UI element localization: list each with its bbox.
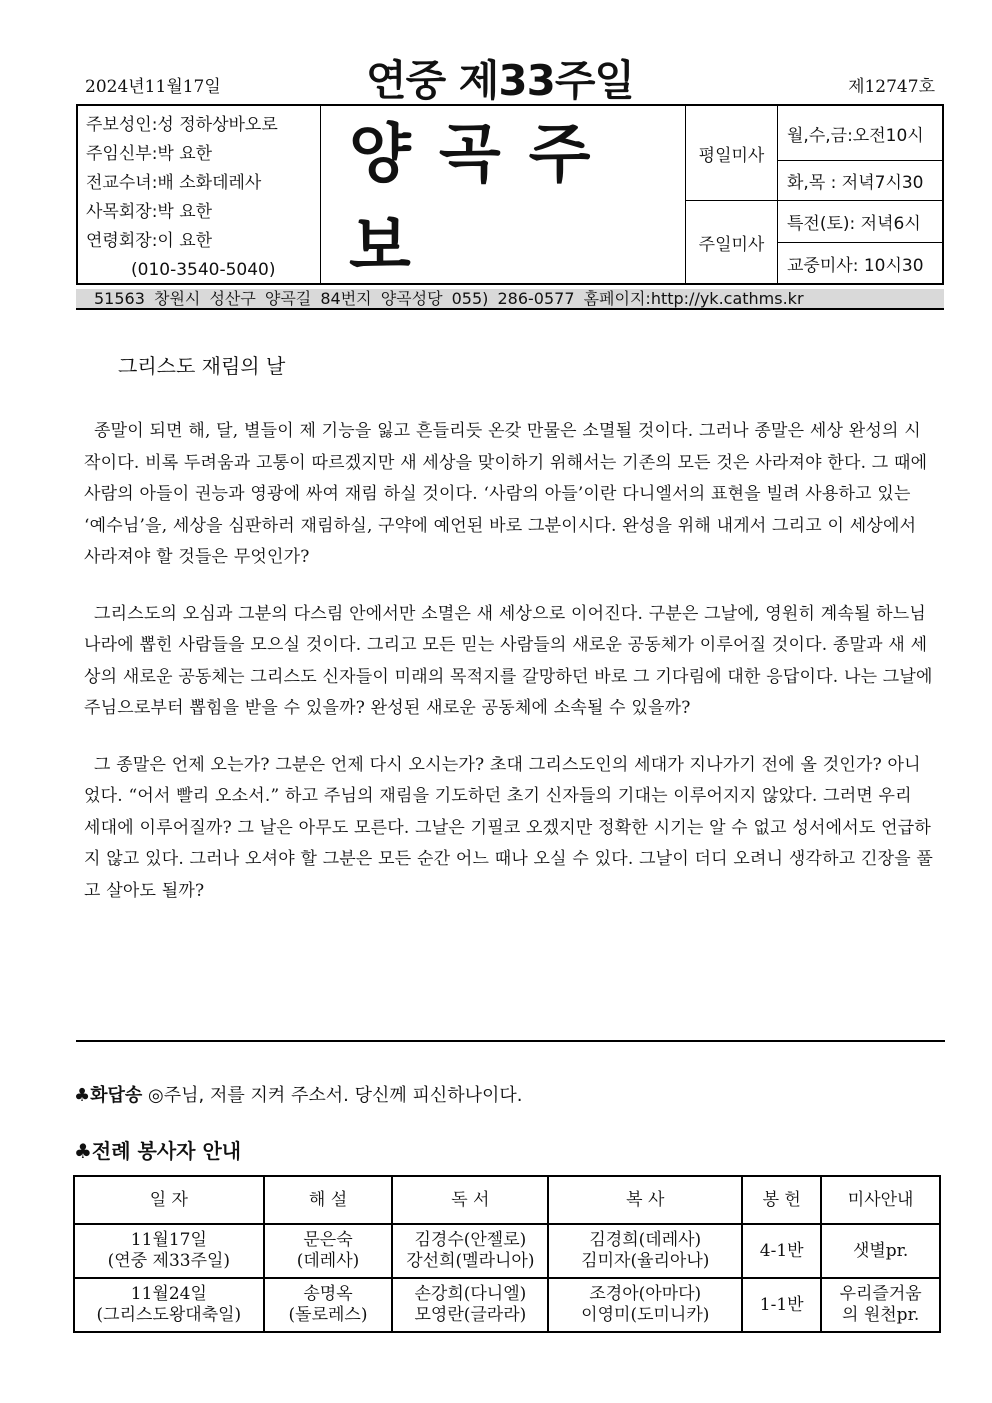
cell-offering: 4-1반 [742,1224,821,1278]
cell-line: 조경아(아마다) [589,1284,702,1304]
sunday-mass-time: 특전(토): 저녁6시 [778,201,942,243]
cell-date [74,1224,264,1278]
staff-council-president: 사목회장:박 요한 [86,202,213,222]
cell-line: 모영란(글라라) [414,1305,527,1325]
column-header-altar-servers: 복 사 [548,1176,742,1224]
weekday-mass-time: 화,목 : 저녁7시30 [778,161,942,201]
cell-offering: 1-1반 [742,1278,821,1332]
sunday-mass-time: 교중미사: 10시30 [787,255,924,276]
column-header-readers: 독 서 [392,1176,548,1224]
cell-line: 샛별pr. [852,1240,909,1261]
sunday-mass-label: 주일미사 [686,201,778,283]
bulletin-date: 2024년11월17일 [85,77,221,97]
staff-funeral-president: 연령회장:이 요한 [86,231,213,251]
bulletin-name: 양곡주보 [321,106,686,283]
cell-line: 송명옥 [303,1284,353,1304]
cell-line: 우리즐거움 [839,1284,922,1304]
cell-line: 이영미(도미니카) [581,1305,710,1325]
article-paragraph: 그리스도의 오심과 그분의 다스림 안에서만 소멸은 새 세상으로 이어진다. 구분은 그날에, 영원히 계속될 하느님 나라에 뽑힌 사람들을 모으실 것이다. 그리고 모든 믿는 사람들의 새로운 공동체가 이루어질 것이다. 종말과 새 세상의 새로운 공동체는 그리스도 신자들이 미래의 목적지를 갈망하던 바로 그 기다림에 대한 응답이다. 나는 그날에 주님으로부터 뽑힘을 받을 수 있을까? 완성된 새로운 공동체에 소속될 수 있을까? [84,603,933,718]
servers-table [73,1175,941,1333]
cell-altar-servers [548,1224,742,1278]
cell-line: (데레사) [296,1251,360,1271]
cell-readers [392,1278,548,1332]
table-header-row [74,1176,940,1224]
table-row [74,1224,940,1278]
staff-sister: 전교수녀:배 소화데레사 [86,173,262,193]
cell-mass-guide [821,1278,940,1332]
article-body [84,416,934,932]
table-row [74,1278,940,1332]
cell-line: 의 원천pr. [842,1305,920,1325]
responsorial-psalm-text: ◎주님, 저를 지켜 주소서. 당신께 피신하나이다. [148,1085,523,1106]
section-divider [76,1040,945,1042]
column-header-commentary: 해 설 [264,1176,393,1224]
issue-number: 제12747호 [848,77,935,97]
staff-patron-saint: 주보성인:성 정하상바오로 [86,115,278,135]
cell-line: 김경수(안젤로) [414,1230,527,1250]
cell-commentary [264,1224,393,1278]
weekday-mass-label: 평일미사 [686,106,778,201]
responsorial-psalm [74,1081,523,1107]
cell-date [74,1278,264,1332]
cell-line: 김경희(데레사) [589,1230,702,1250]
article-title: 그리스도 재림의 날 [118,354,286,378]
contact-phone: (010-3540-5040) [131,260,276,280]
staff-list [78,106,321,283]
column-header-date: 일 자 [74,1176,264,1224]
cell-line: (그리스도왕대축일) [96,1305,242,1325]
cell-commentary [264,1278,393,1332]
cell-line: 문은숙 [303,1230,353,1250]
masthead [76,104,944,285]
article-paragraph: 종말이 되면 해, 달, 별들이 제 기능을 잃고 흔들리듯 온갖 만물은 소멸될 것이다. 그러나 종말은 세상 완성의 시작이다. 비록 두려움과 고통이 따르겠지만 새 세상을 맞이하기 위해서는 기존의 모든 것은 사라져야 한다. 그 때에 사람의 아들이 권능과 영광에 싸여 재림 하실 것이다. ‘사람의 아들’이란 다니엘서의 표현을 빌려 사용하고 있는 ‘예수님’을, 세상을 심판하러 재림하실, 구약에 예언된 바로 그분이시다. 완성을 위해 내게서 그리고 이 세상에서 사라져야 할 것들은 무엇인가? [84,421,928,567]
weekday-mass-time: 월,수,금:오전10시 [778,106,942,161]
cell-line: (돌로레스) [288,1305,368,1325]
staff-pastor: 주임신부:박 요한 [86,144,213,164]
servers-section-title: ♣전례 봉사자 안내 [74,1139,242,1163]
cell-line: 11월17일 [130,1230,207,1250]
cell-line: 김미자(율리아나) [581,1251,710,1271]
cell-altar-servers [548,1278,742,1332]
page-title: 연중 제33주일 [366,56,634,105]
responsorial-psalm-label: ♣화답송 [74,1085,143,1106]
cell-line: 손강희(다니엘) [414,1284,527,1304]
column-header-offering: 봉 헌 [742,1176,821,1224]
cell-readers [392,1224,548,1278]
cell-line: 11월24일 [130,1284,207,1304]
cell-mass-guide [821,1224,940,1278]
article-paragraph: 그 종말은 언제 오는가? 그분은 언제 다시 오시는가? 초대 그리스도인의 세대가 지나가기 전에 올 것인가? 아니었다. “어서 빨리 오소서.” 하고 주님의 재림을 기도하던 초기 신자들의 기대는 이루어지지 않았다. 그러면 우리 세대에 이루어질까? 그 날은 아무도 모른다. 그날은 기필코 오겠지만 정확한 시기는 알 수 없고 성서에서도 언급하지 않고 있다. 그러나 오셔야 할 그분은 모든 순간 어느 때나 오실 수 있다. 그날이 더디 오려니 생각하고 긴장을 풀고 살아도 될까? [84,754,934,901]
cell-line: (연중 제33주일) [107,1251,231,1271]
church-address: 51563 창원시 성산구 양곡길 84번지 양곡성당 055) 286-0577 홈페이지:http://yk.cathms.kr [76,289,944,310]
column-header-mass-guide: 미사안내 [821,1176,940,1224]
cell-line: 강선희(멜라니아) [406,1251,535,1271]
